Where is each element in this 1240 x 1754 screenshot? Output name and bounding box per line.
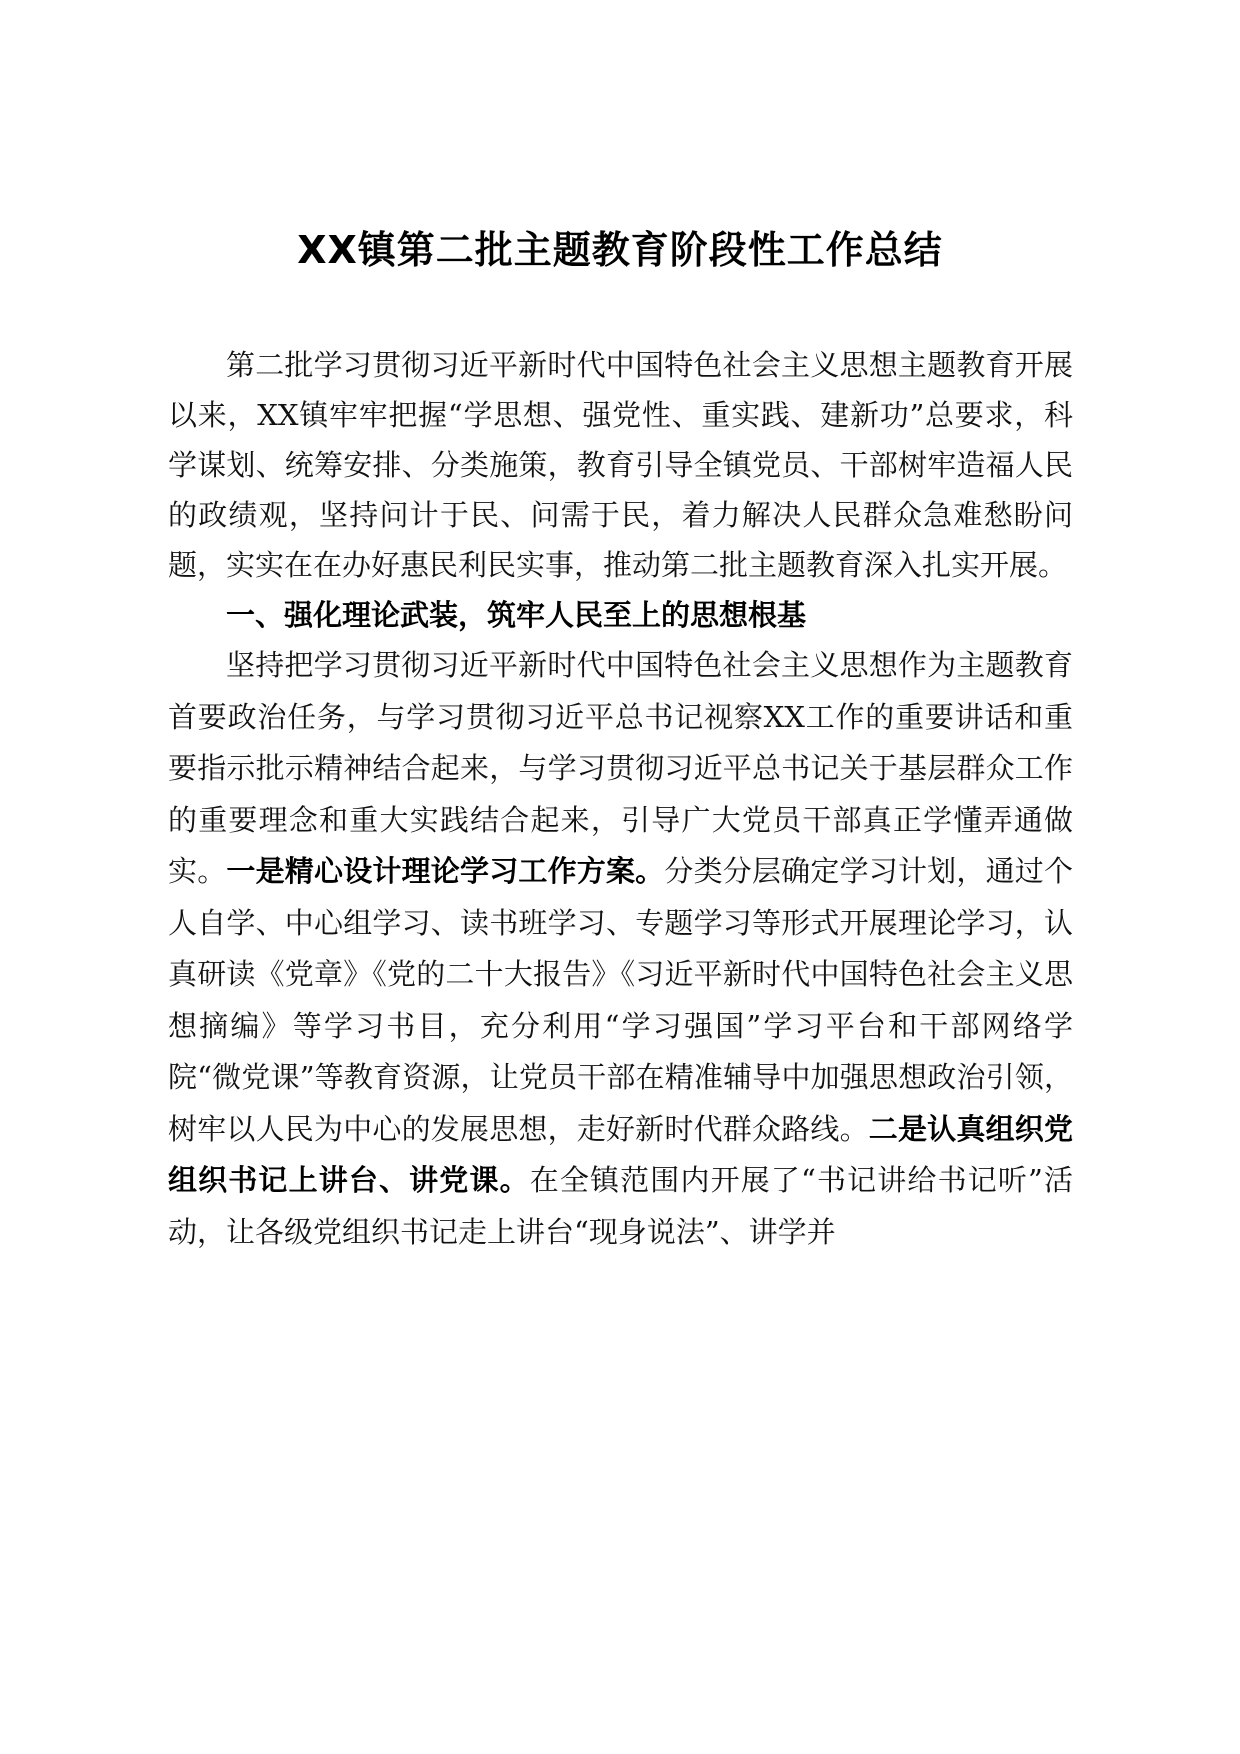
section-heading-1: 一、强化理论武装，筑牢人民至上的思想根基 (226, 598, 807, 632)
document-title: XX镇第二批主题教育阶段性工作总结 (297, 228, 943, 272)
section-1-paragraph (168, 640, 1073, 1258)
section-1-text-part-3: 在全镇范围内开展了“书记讲给书记听”活动，让各级党组织书记走上讲台“现身说法”、讲学并 (168, 1163, 1073, 1249)
section-1-emphasis-2: 二是认真组织党组织书记上讲台、讲党课。 (168, 1111, 1073, 1197)
section-1-emphasis-1: 一是精心设计理论学习工作方案。 (226, 854, 665, 888)
section-1-text-part-2: 分类分层确定学习计划，通过个人自学、中心组学习、读书班学习、专题学习等形式开展理论学习，认真研读《党章》《党的二十大报告》《习近平新时代中国特色社会主义思想摘编》等学习书目，充分利用“学习强国”学习平台和干部网络学院“微党课”等教育资源，让党员干部在精准辅导中加强思想政治引领，树牢以人民为中心的发展思想，走好新时代群众路线。 (168, 854, 1073, 1146)
document-body (168, 340, 1073, 1258)
intro-paragraph: 第二批学习贯彻习近平新时代中国特色社会主义思想主题教育开展以来，XX镇牢牢把握“学思想、强党性、重实践、建新功”总要求，科学谋划、统筹安排、分类施策，教育引导全镇党员、干部树牢造福人民的政绩观，坚持问计于民、问需于民，着力解决人民群众急难愁盼问题，实实在在办好惠民利民实事，推动第二批主题教育深入扎实开展。 (168, 348, 1073, 582)
section-1-text-part-1: 坚持把学习贯彻习近平新时代中国特色社会主义思想作为主题教育首要政治任务，与学习贯彻习近平总书记视察XX工作的重要讲话和重要指示批示精神结合起来，与学习贯彻习近平总书记关于基层群众工作的重要理念和重大实践结合起来，引导广大党员干部真正学懂弄通做实。 (168, 648, 1073, 888)
